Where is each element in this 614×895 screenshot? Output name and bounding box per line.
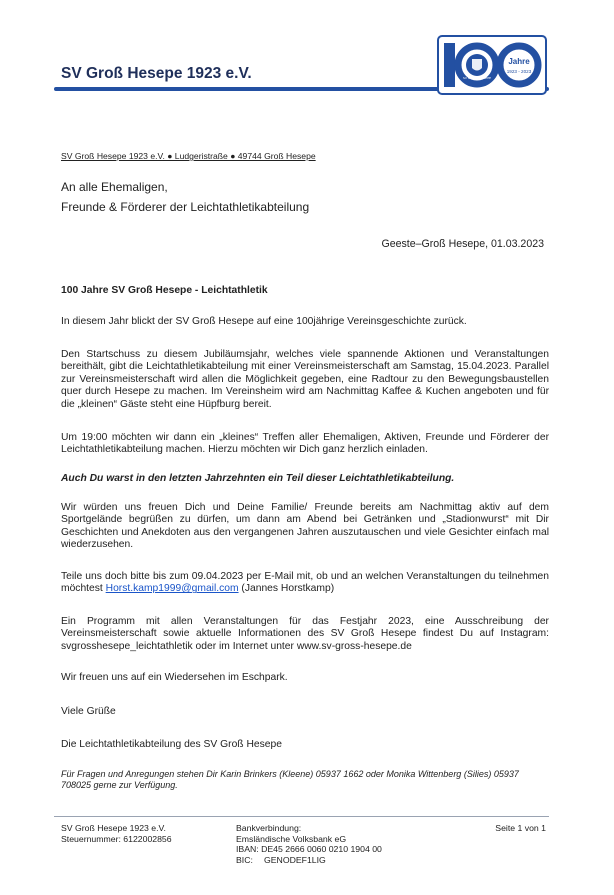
sender-address-line: SV Groß Hesepe 1923 e.V. ● Ludgeristraße ● 49744 Groß Hesepe xyxy=(61,151,316,161)
footer-bic-value: GENODEF1LIG xyxy=(264,855,326,866)
paragraph-rsvp xyxy=(61,571,549,596)
logo-jahre-text: Jahre xyxy=(508,57,530,66)
footer-rule xyxy=(54,816,549,817)
paragraph-invitation: Wir würden uns freuen Dich und Deine Familie/ Freunde bereits am Nachmittag aktiv auf dem Sportgelände begrüßen zu dürfen, um dann am Abend bei Getränken und „Stadionwurst“ mit Dir Geschichten und Anekdoten aus den vergangenen Jahren auszutauschen und viele Gesichter einfach mal wiederzusehen. xyxy=(61,502,549,551)
paragraph-highlight: Auch Du warst in den letzten Jahrzehnten ein Teil dieser Leichtathletikabteilung. xyxy=(61,473,455,484)
recipient-line-2: Freunde & Förderer der Leichtathletikabteilung xyxy=(61,200,310,214)
anniversary-logo xyxy=(437,35,547,95)
contact-note: Für Fragen und Anregungen stehen Dir Karin Brinkers (Kleene) 05937 1662 oder Monika Wittenberg (Silies) 05937 708025 gerne zur Verfügung. xyxy=(61,769,519,790)
letter-subject: 100 Jahre SV Groß Hesepe - Leichtathletik xyxy=(61,285,268,296)
footer-bank-name: Emsländische Volksbank eG xyxy=(236,833,347,844)
svg-text:SV GROSS HESEPE: SV GROSS HESEPE xyxy=(462,76,492,80)
footer-club-info xyxy=(61,823,172,844)
paragraph-kickoff: Den Startschuss zu diesem Jubiläumsjahr, welches viele spannende Aktionen und Veranstaltungen bereithält, gibt die Leichtathletikabteilung mit einer Vereinsmeisterschaft am Samstag, 15.04.2023. Parallel zur Vereinsmeisterschaft wird allen die Möglichkeit gegeben, eine Radtour zu den Bewegungsbaustellen quer durch Hesepe zu machen. Im Vereinsheim wird am Nachmittag Kaffee & Kuchen angeboten und für die „kleinen“ Gäste steht eine Hüpfburg bereit. xyxy=(61,349,549,410)
footer-page-number: Seite 1 von 1 xyxy=(495,823,546,833)
email-link[interactable]: Horst.kamp1999@gmail.com xyxy=(105,583,239,595)
footer-bic xyxy=(236,855,382,866)
rsvp-text: Teile uns doch bitte bis zum 09.04.2023 per E-Mail mit, ob und an welchen Veranstaltungen du teilnehmen möchtest xyxy=(61,571,549,595)
rsvp-contact: (Jannes Horstkamp) xyxy=(238,583,335,595)
paragraph-intro: In diesem Jahr blickt der SV Groß Hesepe auf eine 100jährige Vereinsgeschichte zurück. xyxy=(61,316,467,327)
footer-club-name: SV Groß Hesepe 1923 e.V. xyxy=(61,823,166,833)
letter-date: Geeste–Groß Hesepe, 01.03.2023 xyxy=(381,238,544,250)
greeting: Viele Grüße xyxy=(61,706,116,717)
footer-bic-label: BIC: xyxy=(236,855,253,866)
paragraph-closing: Wir freuen uns auf ein Wiedersehen im Eschpark. xyxy=(61,672,288,683)
club-name-heading: SV Groß Hesepe 1923 e.V. xyxy=(61,65,252,82)
paragraph-program: Ein Programm mit allen Veranstaltungen für das Festjahr 2023, eine Ausschreibung der Vereinsmeisterschaft sowie aktuelle Informationen des SV Groß Hesepe findest Du auf Instagram: svgrosshesepe_leichtathletik oder im Internet unter www.sv-gross-hesepe.de xyxy=(61,616,549,652)
logo-years-text: 1923 - 2023 xyxy=(506,69,532,74)
footer-iban: IBAN: DE45 2666 0060 0210 1904 00 xyxy=(236,844,382,855)
footer-bank-info xyxy=(236,823,382,866)
recipient-line-1: An alle Ehemaligen, xyxy=(61,180,168,194)
paragraph-meeting: Um 19:00 möchten wir dann ein „kleines“ Treffen aller Ehemaligen, Aktiven, Freunde und Förderer der Leichtathletikabteilung machen. Hierzu möchten wir Dich ganz herzlich einladen. xyxy=(61,432,549,456)
signature: Die Leichtathletikabteilung des SV Groß Hesepe xyxy=(61,739,282,750)
footer-bank-heading: Bankverbindung: xyxy=(236,823,302,833)
footer-tax-number: Steuernummer: 6122002856 xyxy=(61,833,172,844)
